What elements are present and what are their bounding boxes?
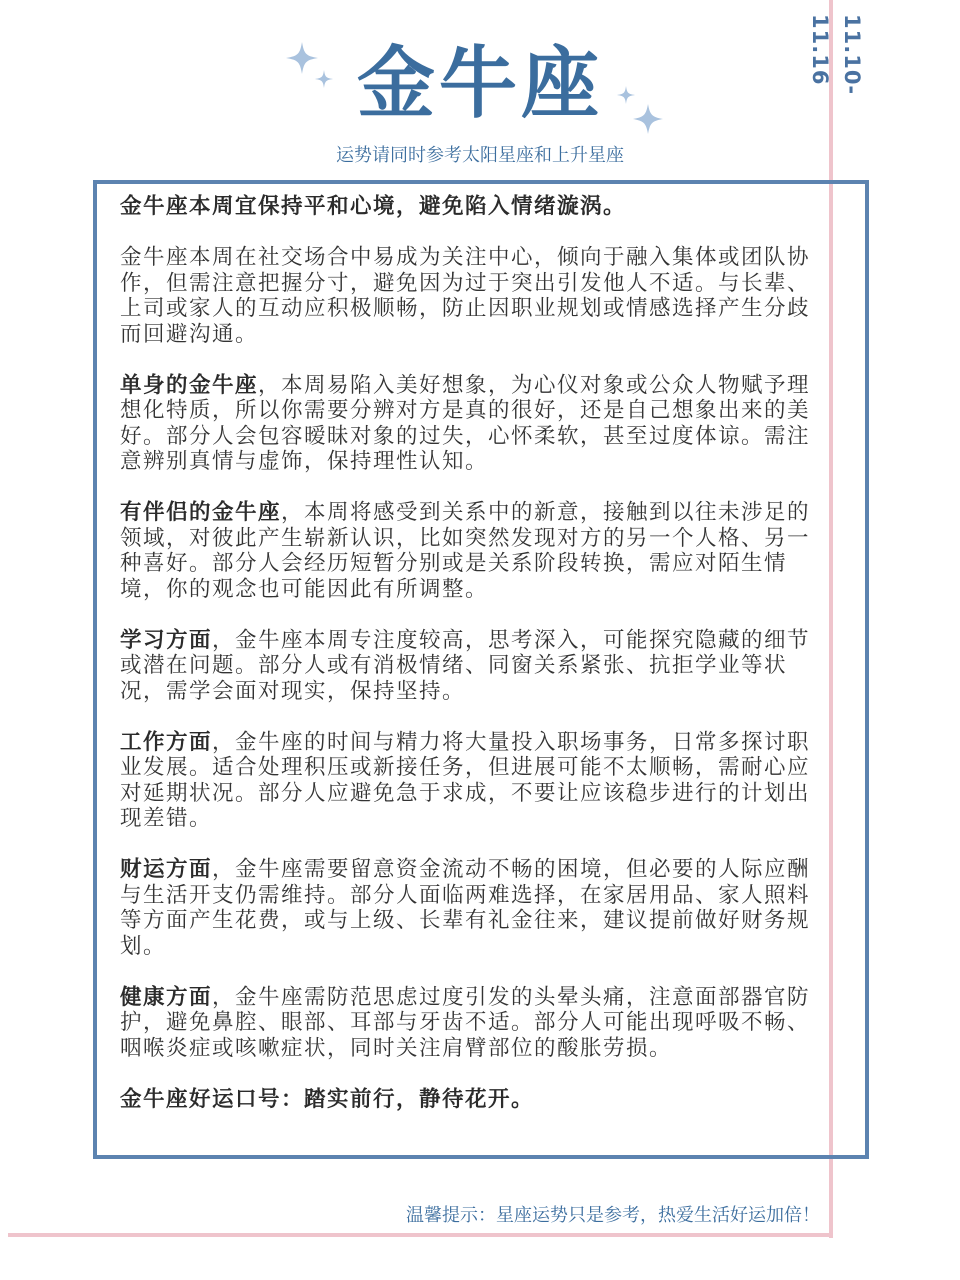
section-wealth <box>120 857 820 959</box>
section-health <box>120 985 820 1062</box>
section-text: ，金牛座需防范思虑过度引发的头晕头痛，注意面部器官防护，避免鼻腔、眼部、耳部与牙齿不适。部分人可能出现呼吸不畅、咽喉炎症或咳嗽症状，同时关注肩臂部位的酸胀劳损。 <box>120 984 811 1061</box>
subtitle: 运势请同时参考太阳星座和上升星座 <box>336 145 624 166</box>
section-work <box>120 730 820 832</box>
section-text: ，金牛座的时间与精力将大量投入职场事务，日常多探讨职业发展。适合处理积压或新接任务，但进展可能不太顺畅，需耐心应对延期状况。部分人应避免急于求成，不要让应该稳步进行的计划出现差错。 <box>120 729 811 831</box>
footer-tip: 温馨提示：星座运势只是参考，热爱生活好运加倍！ <box>406 1205 820 1226</box>
date-range: 11.10-11.16 <box>808 14 864 96</box>
section-label: 单身的金牛座 <box>120 372 259 398</box>
intro-line: 金牛座本周宜保持平和心境，避免陷入情绪漩涡。 <box>120 194 627 219</box>
section-text: ，本周易陷入美好想象，为心仪对象或公众人物赋予理想化特质，所以你需要分辨对方是真的很好，还是自己想象出来的美好。部分人会包容暧昧对象的过失，心怀柔软，甚至过度体谅。需注意辨别真情与虚饰，保持理性认知。 <box>120 372 811 474</box>
general-paragraph: 金牛座本周在社交场合中易成为关注中心，倾向于融入集体或团队协作，但需注意把握分寸，避免因为过于突出引发他人不适。与长辈、上司或家人的互动应积极顺畅，防止因职业规划或情感选择产生分歧而回避沟通。 <box>120 245 811 347</box>
content-text <box>120 194 820 1112</box>
section-label: 学习方面 <box>120 627 213 653</box>
section-text: ，本周将感受到关系中的新意，接触到以往未涉足的领域，对彼此产生崭新认识，比如突然发现对方的另一个人格、另一种喜好。部分人会经历短暂分别或是关系阶段转换，需应对陌生情境，你的观念也可能因此有所调整。 <box>120 500 811 602</box>
pink-horizontal-line <box>8 1233 833 1237</box>
section-label: 有伴侣的金牛座 <box>120 500 282 525</box>
section-text: ，金牛座本周专注度较高，思考深入，可能探究隐藏的细节或潜在问题。部分人或有消极情绪、同窗关系紧张、抗拒学业等状况，需学会面对现实，保持坚持。 <box>120 627 811 704</box>
section-single <box>120 373 820 475</box>
section-partnered <box>120 500 820 602</box>
lucky-slogan: 金牛座好运口号：踏实前行，静待花开。 <box>120 1086 535 1112</box>
page-title: 金牛座 <box>356 39 603 129</box>
section-label: 健康方面 <box>120 984 213 1010</box>
section-text: ，金牛座需要留意资金流动不畅的困境，但必要的人际应酬与生活开支仍需维持。部分人面临两难选择，在家居用品、家人照料等方面产生花费，或与上级、长辈有礼金往来，建议提前做好财务规划。 <box>120 857 811 959</box>
section-study <box>120 628 820 705</box>
section-label: 工作方面 <box>120 729 213 755</box>
section-label: 财运方面 <box>120 857 213 882</box>
